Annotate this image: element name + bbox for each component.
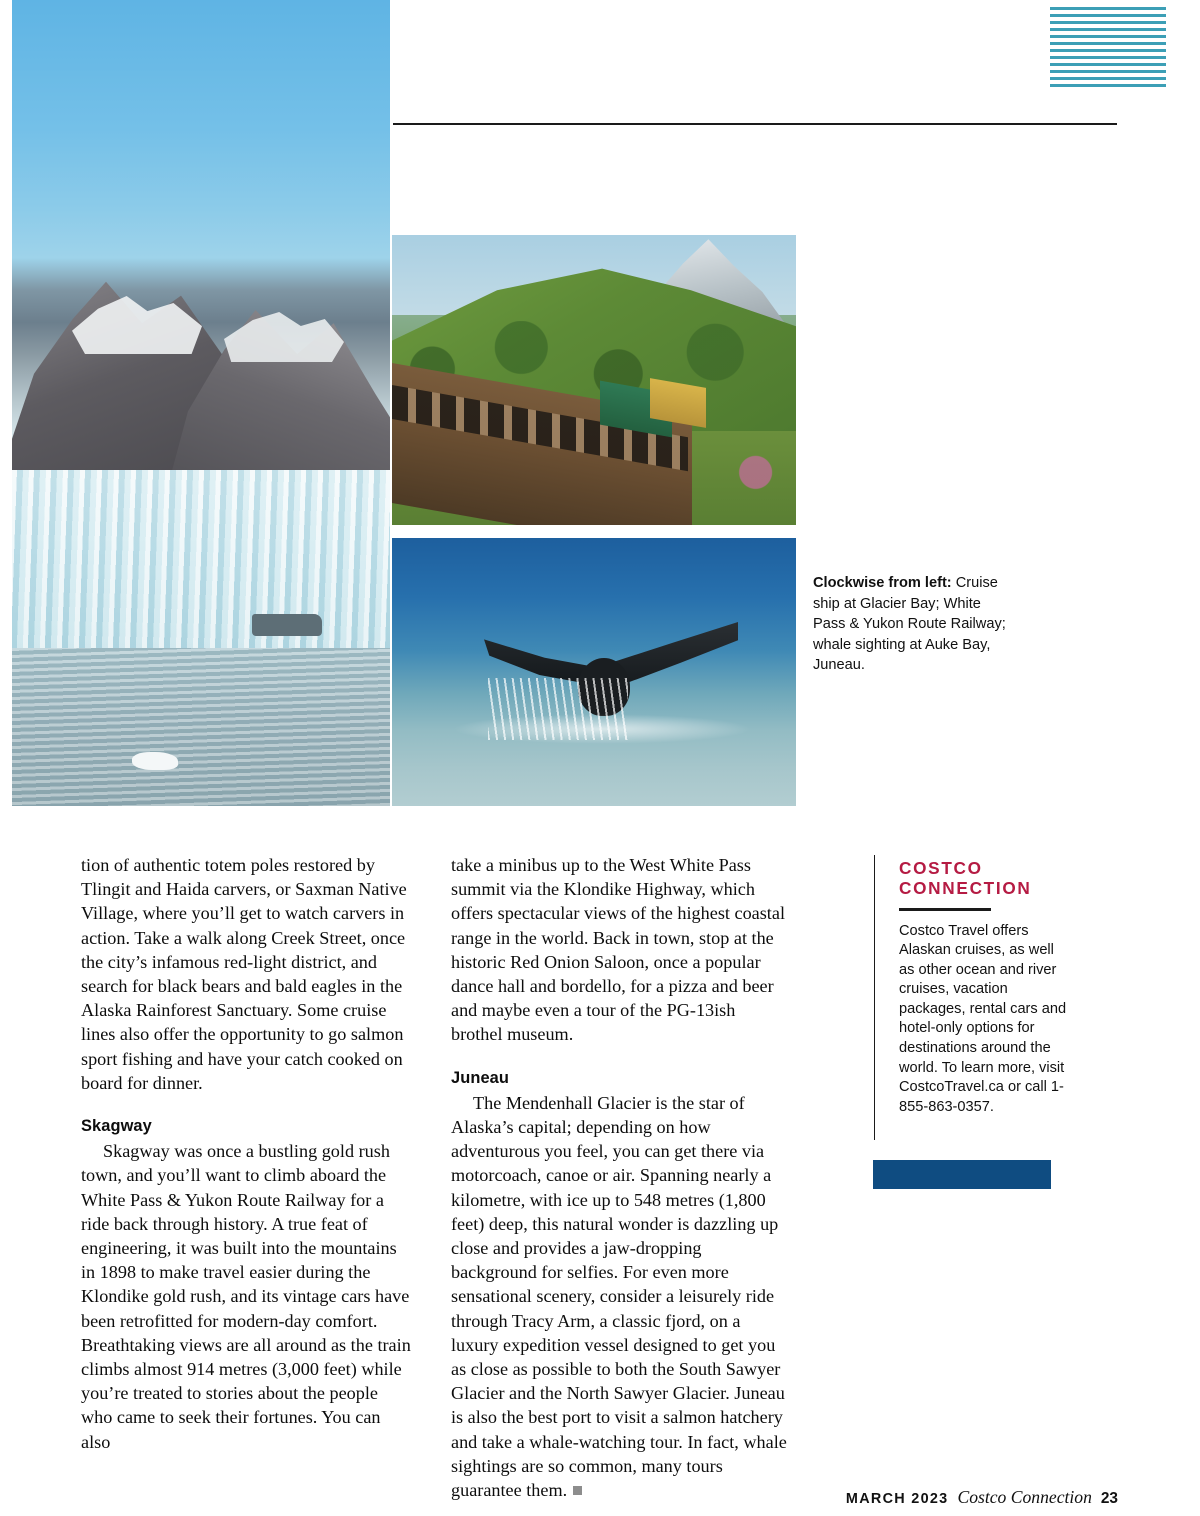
sidebar-title-line1: COSTCO (899, 858, 983, 878)
stripe (1050, 63, 1166, 66)
photo-glacier-bay (12, 0, 390, 806)
sidebar-body-text: Costco Travel offers Alaskan cruises, as well as other ocean and river cruises, vacation packages, rental cars and hotel-only options for destinations around the world. To learn more, visit CostcoTravel.ca or call 1-855-863-0357. (899, 922, 1067, 1115)
photo-yukon-railway (392, 235, 796, 525)
body-column-1 (81, 853, 411, 1454)
paragraph-juneau (451, 1091, 789, 1502)
paragraph-continued: tion of authentic totem poles restored by Tlingit and Haida carvers, or Saxman Native Village, where you’ll get to watch carvers in action. Take a walk along Creek Street, once the city’s infamous red-light district, and search for black bears and bald eagles in the Alaska Rainforest Sanctuary. Some cruise lines also offer the opportunity to go salmon sport fishing and have your catch cooked on board for dinner. (81, 855, 407, 1093)
stripe (1050, 77, 1166, 80)
snow-cap (224, 312, 344, 362)
sidebar-title-line2: CONNECTION (899, 878, 1032, 898)
paragraph-juneau-text: The Mendenhall Glacier is the star of Alaska’s capital; depending on how adventurous you feel, you can get there via motorcoach, canoe or air. Spanning nearly a kilometre, with ice up to 548 metres (1,800 feet) deep, this natural wonder is dazzling up close and provides a jaw-dropping background for selfies. For even more sensational scenery, consider a leisurely ride through Tracy Arm, a classic fjord, on a luxury expedition vessel designed to get you as close as possible to both the South Sawyer Glacier and the North Sawyer Glacier. Juneau is also the best port to visit a salmon hatchery and take a whale-watching tour. In fact, whale sightings are so common, many tours guarantee them. (451, 1092, 787, 1501)
sidebar-title (899, 858, 1067, 898)
sidebar-divider-rule (874, 855, 875, 1140)
stripe (1050, 42, 1166, 45)
photo-whale-sighting (392, 538, 796, 806)
stripe (1050, 56, 1166, 59)
water-surface (12, 648, 390, 806)
stripe (1050, 28, 1166, 31)
stripe (1050, 84, 1166, 87)
section-heading-skagway: Skagway (81, 1117, 152, 1136)
section-heading-juneau: Juneau (451, 1068, 509, 1087)
photo-caption (813, 573, 1013, 676)
stripe (1050, 49, 1166, 52)
body-column-2 (451, 853, 789, 1502)
paragraph-continued: take a minibus up to the West White Pass summit via the Klondike Highway, which offers spectacular views of the highest coastal range in the world. Back in town, stop at the historic Red Onion Saloon, once a popular dance hall and bordello, for a pizza and beer and maybe even a tour of the PG-13ish brothel museum. (451, 855, 785, 1045)
stripe (1050, 35, 1166, 38)
footer-date: MARCH 2023 (845, 1491, 949, 1507)
cruise-ship-shape (252, 614, 322, 636)
stripe (1050, 14, 1166, 17)
water-wake (452, 714, 752, 744)
stripe (1050, 70, 1166, 73)
sidebar-blue-bar (873, 1160, 1051, 1189)
caption-text: Cruise ship at Glacier Bay; White Pass & Yukon Route Railway; whale sighting at Auke Bay, Juneau. (813, 575, 1006, 673)
paragraph-skagway: Skagway was once a bustling gold rush town, and you’ll want to climb aboard the White Pass & Yukon Route Railway for a ride back through history. A true feat of engineering, it was built into the mountains in 1898 to make travel easier during the Klondike gold rush, and its vintage cars have been retrofitted for modern-day comfort. Breathtaking views are all around as the train climbs almost 914 metres (3,000 feet) while you’re treated to stories about the people who came to seek their fortunes. You can also (81, 1141, 411, 1452)
costco-connection-sidebar (899, 858, 1067, 1117)
stripe (1050, 7, 1166, 10)
footer-magazine-title: Costco Connection (957, 1487, 1092, 1507)
stripe (1050, 21, 1166, 24)
sidebar-title-rule (899, 908, 991, 911)
iceberg-shape (132, 752, 178, 770)
decorative-stripe-block (1050, 7, 1166, 91)
page-footer (0, 1487, 1118, 1508)
footer-page-number: 23 (1100, 1490, 1118, 1507)
caption-lead: Clockwise from left: (813, 575, 952, 591)
header-rule (393, 123, 1117, 125)
glacier-ice-face (12, 470, 390, 648)
